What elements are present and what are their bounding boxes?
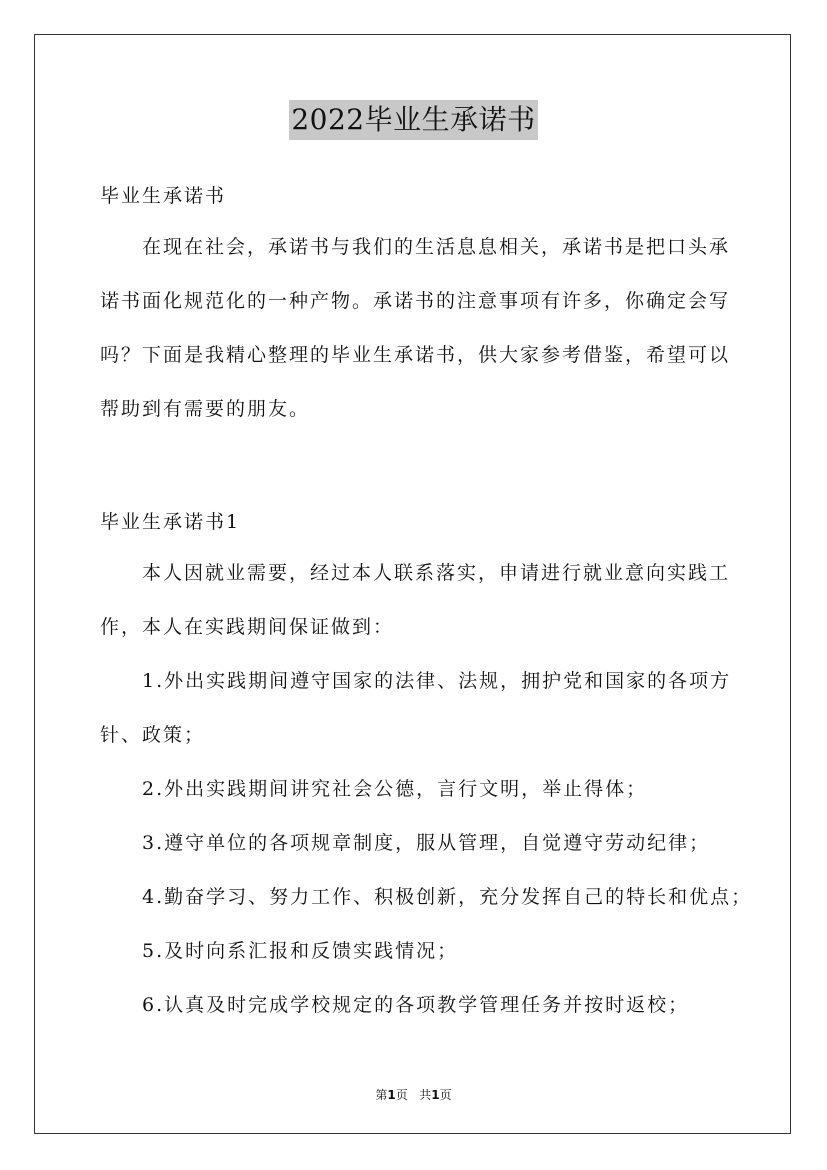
page-number: 1: [387, 1088, 396, 1102]
page-footer: [0, 1086, 827, 1103]
body-line: 作，本人在实践期间保证做到：: [100, 616, 395, 638]
body-line: 2.外出实践期间讲究社会公德，言行文明，举止得体；: [142, 778, 648, 800]
total-pages: 1: [431, 1088, 440, 1102]
body-line: 针、政策；: [100, 724, 206, 746]
section-heading-1: 毕业生承诺书: [100, 185, 227, 207]
document-title-wrap: [0, 100, 827, 140]
intro-line: 帮助到有需要的朋友。: [100, 398, 311, 420]
intro-paragraph: [100, 220, 740, 436]
commitment-body: [100, 546, 753, 1032]
intro-line: 诺书面化规范化的一种产物。承诺书的注意事项有许多，你确定会写: [100, 290, 731, 312]
body-line: 本人因就业需要，经过本人联系落实，申请进行就业意向实践工: [142, 562, 731, 584]
intro-line: 在现在社会，承诺书与我们的生活息息相关，承诺书是把口头承: [142, 236, 731, 258]
page-suffix: 页: [395, 1088, 408, 1102]
body-line: 3.遵守单位的各项规章制度，服从管理，自觉遵守劳动纪律；: [142, 832, 711, 854]
document-title: 2022毕业生承诺书: [289, 100, 537, 140]
intro-line: 吗？下面是我精心整理的毕业生承诺书，供大家参考借鉴，希望可以: [100, 344, 731, 366]
body-line: 6.认真及时完成学校规定的各项教学管理任务并按时返校；: [142, 994, 690, 1016]
body-line: 5.及时向系汇报和反馈实践情况；: [142, 940, 459, 962]
total-suffix: 页: [439, 1088, 452, 1102]
total-prefix: 共: [419, 1088, 432, 1102]
body-line: 4.勤奋学习、努力工作、积极创新，充分发挥自己的特长和优点；: [142, 886, 753, 908]
section-heading-2: 毕业生承诺书1: [100, 511, 241, 533]
body-line: 1.外出实践期间遵守国家的法律、法规，拥护党和国家的各项方: [142, 670, 732, 692]
page-prefix: 第: [375, 1088, 388, 1102]
